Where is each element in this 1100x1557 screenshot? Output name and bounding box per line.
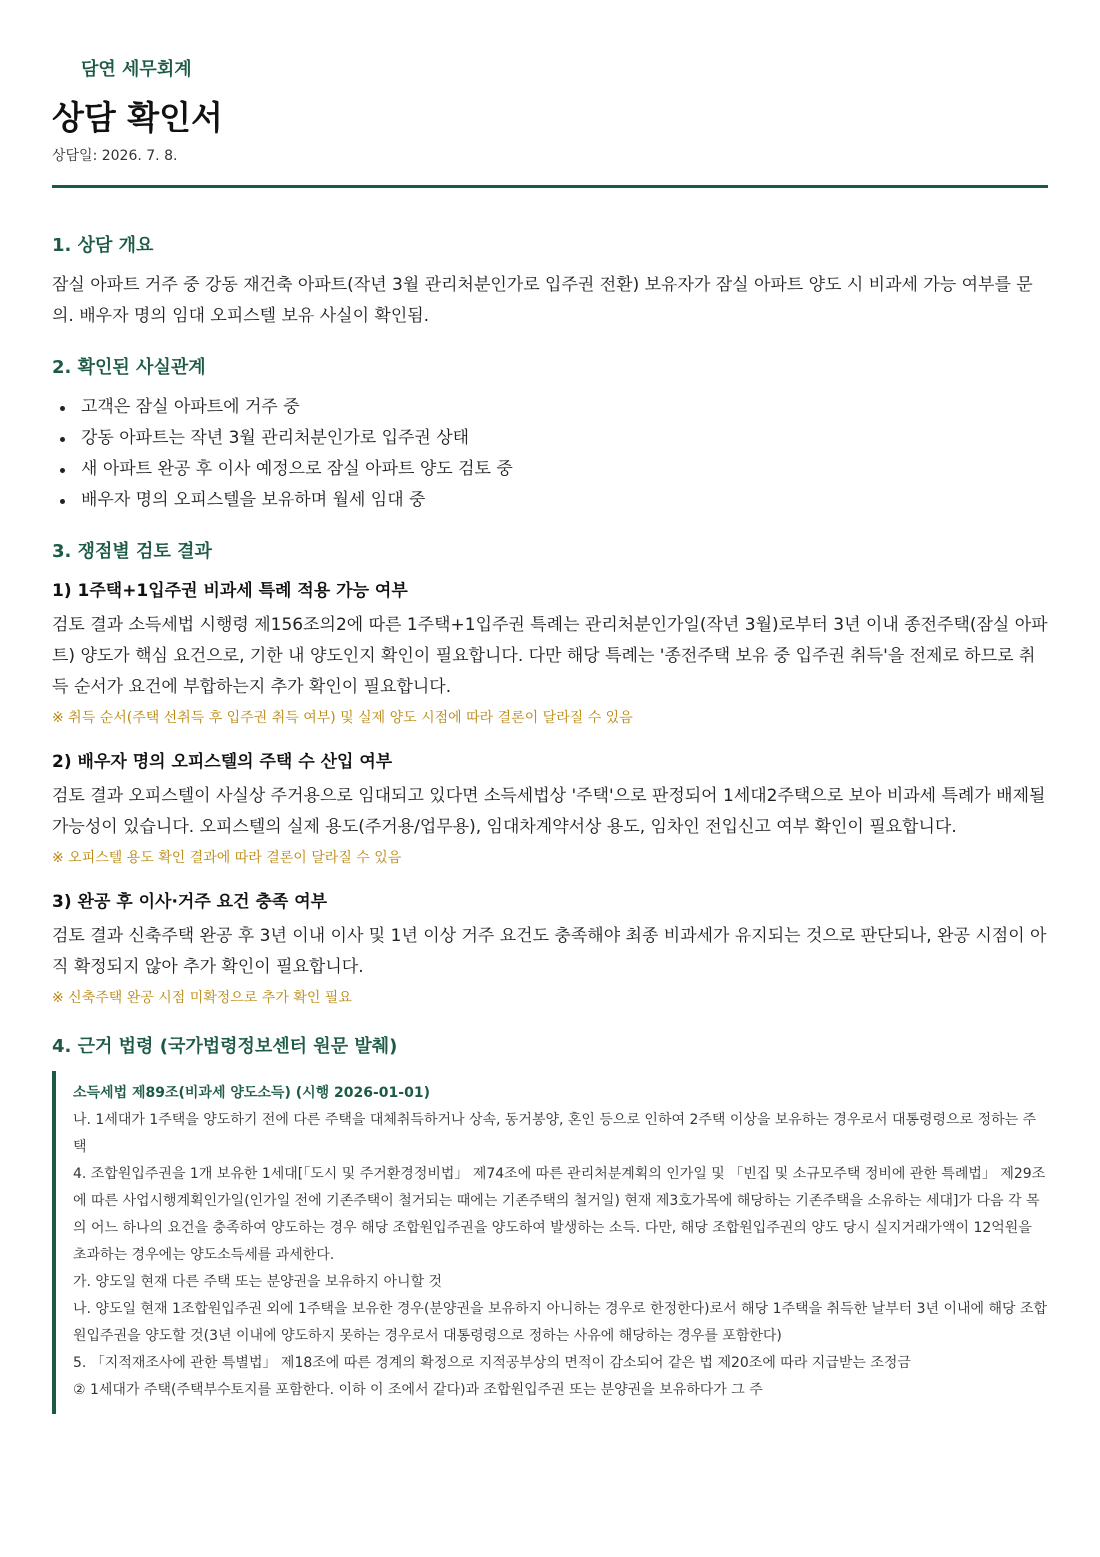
document-title: 상담 확인서 <box>52 98 223 137</box>
law-line: 나. 양도일 현재 1조합원입주권 외에 1주택을 보유한 경우(분양권을 보유하지 아니하는 경우로 한정한다)로서 해당 1주택을 취득한 날부터 3년 이내에 해당 조합원입주권을 양도할 것(3년 이내에 양도하지 못하는 경우로서 대통령령으로 정하는 사유에 해당하는 경우를 포함한다) <box>73 1301 1048 1344</box>
law-excerpt <box>52 1071 1048 1414</box>
section-overview <box>52 232 1048 332</box>
consult-date: 상담일: 2026. 7. 8. <box>52 148 178 164</box>
issue-title: 1) 1주택+1입주권 비과세 특례 적용 가능 여부 <box>52 581 408 601</box>
facts-list <box>52 392 1048 516</box>
law-line: 나. 1세대가 1주택을 양도하기 전에 다른 주택을 대체취득하거나 상속, 동거봉양, 혼인 등으로 인하여 2주택 이상을 보유하는 경우로서 대통령령으로 정하는 주택 <box>73 1112 1037 1155</box>
section-heading: 3. 쟁점별 검토 결과 <box>52 541 212 562</box>
list-item: 고객은 잠실 아파트에 거주 중 <box>52 392 1048 423</box>
issue-text: 검토 결과 소득세법 시행령 제156조의2에 따른 1주택+1입주권 특례는 관리처분인가일(작년 3월)로부터 3년 이내 종전주택(잠실 아파트) 양도가 핵심 요건으로, 기한 내 양도인지 확인이 필요합니다. 다만 해당 특례는 '종전주택 보유 중 입주권 취득'을 전제로 하므로 취득 순서가 요건에 부합하는지 추가 확인이 필요합니다. <box>52 615 1048 697</box>
issue-title: 2) 배우자 명의 오피스텔의 주택 수 산입 여부 <box>52 752 393 772</box>
list-item: 배우자 명의 오피스텔을 보유하며 월세 임대 중 <box>52 485 1048 516</box>
issue-note: ※ 취득 순서(주택 선취득 후 입주권 취득 여부) 및 실제 양도 시점에 따라 결론이 달라질 수 있음 <box>52 710 633 726</box>
issue-block <box>52 576 1048 731</box>
issue-block <box>52 747 1048 871</box>
issue-text: 검토 결과 오피스텔이 사실상 주거용으로 임대되고 있다면 소득세법상 '주택'으로 판정되어 1세대2주택으로 보아 비과세 특례가 배제될 가능성이 있습니다. 오피스텔의 실제 용도(주거용/업무용), 임대차계약서상 용도, 임차인 전입신고 여부 확인이 필요합니다. <box>52 786 1046 837</box>
law-line: 4. 조합원입주권을 1개 보유한 1세대[「도시 및 주거환경정비법」 제74조에 따른 관리처분계획의 인가일 및 「빈집 및 소규모주택 정비에 관한 특례법」 제29조에 따른 사업시행계획인가일(인가일 전에 기존주택이 철거되는 때에는 기존주택의 철거일) 현재 제3호가목에 해당하는 기존주택을 소유하는 세대]가 다음 각 목의 어느 하나의 요건을 충족하여 양도하는 경우 해당 조합원입주권을 양도하여 발생하는 소득. 다만, 해당 조합원입주권의 양도 당시 실지거래가액이 12억원을 초과하는 경우에는 양도소득세를 과세한다. <box>73 1166 1046 1263</box>
law-line: 가. 양도일 현재 다른 주택 또는 분양권을 보유하지 아니할 것 <box>73 1274 443 1290</box>
section-law <box>52 1033 1048 1414</box>
issue-title: 3) 완공 후 이사·거주 요건 충족 여부 <box>52 892 328 912</box>
document-body <box>52 232 1048 1436</box>
list-item: 새 아파트 완공 후 이사 예정으로 잠실 아파트 양도 검토 중 <box>52 454 1048 485</box>
section-heading: 2. 확인된 사실관계 <box>52 357 206 378</box>
overview-text: 잠실 아파트 거주 중 강동 재건축 아파트(작년 3월 관리처분인가로 입주권 전환) 보유자가 잠실 아파트 양도 시 비과세 가능 여부를 문의. 배우자 명의 임대 오피스텔 보유 사실이 확인됨. <box>52 275 1033 326</box>
law-line: ② 1세대가 주택(주택부수토지를 포함한다. 이하 이 조에서 같다)과 조합원입주권 또는 분양권을 보유하다가 그 주 <box>73 1382 763 1398</box>
firm-name: 담연 세무회계 <box>81 59 192 80</box>
issue-note: ※ 오피스텔 용도 확인 결과에 따라 결론이 달라질 수 있음 <box>52 850 402 866</box>
issue-note: ※ 신축주택 완공 시점 미확정으로 추가 확인 필요 <box>52 990 352 1006</box>
section-facts <box>52 354 1048 516</box>
issue-block <box>52 887 1048 1011</box>
law-title: 소득세법 제89조(비과세 양도소득) (시행 2026-01-01) <box>73 1085 430 1101</box>
section-review <box>52 538 1048 1011</box>
law-line: 5. 「지적재조사에 관한 특별법」 제18조에 따른 경계의 확정으로 지적공부상의 면적이 감소되어 같은 법 제20조에 따라 지급받는 조정금 <box>73 1355 911 1371</box>
list-item: 강동 아파트는 작년 3월 관리처분인가로 입주권 상태 <box>52 423 1048 454</box>
section-heading: 4. 근거 법령 (국가법령정보센터 원문 발췌) <box>52 1036 398 1057</box>
header-divider <box>52 185 1048 188</box>
issue-text: 검토 결과 신축주택 완공 후 3년 이내 이사 및 1년 이상 거주 요건도 충족해야 최종 비과세가 유지되는 것으로 판단되나, 완공 시점이 아직 확정되지 않아 추가 확인이 필요합니다. <box>52 926 1047 977</box>
section-heading: 1. 상담 개요 <box>52 235 154 256</box>
